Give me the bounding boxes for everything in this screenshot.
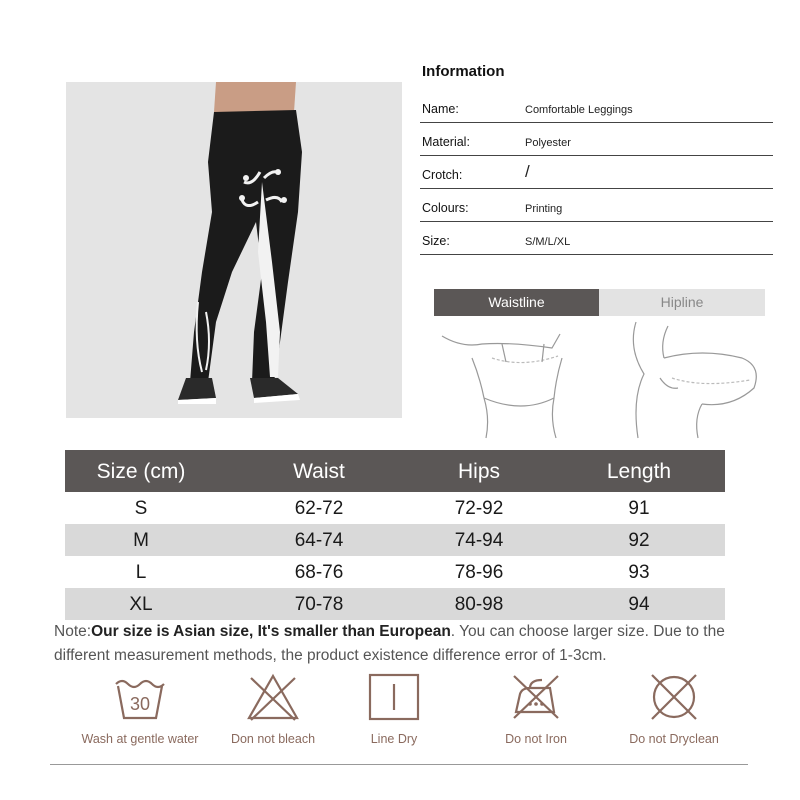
- info-value: /: [525, 162, 530, 181]
- cell-length: 94: [628, 594, 650, 615]
- cell-hips: 74-94: [454, 530, 504, 551]
- cell-hips: 80-98: [454, 594, 504, 615]
- info-label: Crotch:: [422, 168, 463, 182]
- info-row-name: [420, 90, 773, 123]
- note-prefix: Note:: [54, 623, 92, 640]
- care-label: Don not bleach: [230, 732, 316, 746]
- cell-length: 92: [628, 530, 650, 551]
- cell-size: L: [135, 562, 147, 583]
- cell-waist: 68-76: [294, 562, 344, 583]
- cell-hips: 78-96: [454, 562, 504, 583]
- cell-hips: 72-92: [454, 498, 504, 519]
- wash-30-icon: [112, 672, 168, 722]
- care-iron: [461, 672, 611, 746]
- info-value: Printing: [525, 203, 563, 215]
- no-iron-icon: [508, 672, 564, 722]
- info-title: Information: [422, 63, 505, 80]
- cell-size: M: [133, 530, 149, 551]
- tab-hipline[interactable]: Hipline: [599, 289, 765, 316]
- info-value: S/M/L/XL: [525, 236, 571, 248]
- info-row-material: [420, 123, 773, 156]
- info-label: Size:: [422, 234, 450, 248]
- size-table-header: [65, 450, 725, 492]
- care-label: Do not Dryclean: [629, 732, 719, 746]
- cell-length: 93: [628, 562, 650, 583]
- tab-waistline[interactable]: Waistline: [434, 289, 599, 316]
- cell-waist: 62-72: [294, 498, 344, 519]
- line-dry-icon: [366, 672, 422, 722]
- table-row: [65, 588, 725, 620]
- cell-length: 91: [628, 498, 650, 519]
- header-waist: Waist: [293, 460, 345, 483]
- cell-size: XL: [129, 594, 153, 615]
- info-value: Polyester: [525, 137, 571, 149]
- header-length: Length: [606, 460, 672, 483]
- note-rest: . You can choose larger size. Due to the different measurement methods, the product existence difference error of 1-3cm.: [54, 623, 725, 664]
- divider: [50, 764, 748, 765]
- care-label: Do not Iron: [505, 732, 567, 746]
- info-row-colours: [420, 189, 773, 222]
- cell-waist: 70-78: [294, 594, 344, 615]
- note-emphasis: Our size is Asian size, It's smaller than European: [91, 623, 451, 640]
- care-label: Line Dry: [370, 732, 418, 746]
- info-row-size: [420, 222, 773, 255]
- measurement-illustration: [432, 318, 768, 442]
- table-row: [65, 492, 725, 524]
- size-note: [54, 620, 774, 668]
- info-label: Colours:: [422, 201, 469, 215]
- product-photo: [66, 82, 402, 418]
- cell-size: S: [134, 498, 148, 519]
- table-row: [65, 556, 725, 588]
- size-chart-table: [65, 450, 725, 620]
- care-dry: [319, 672, 469, 746]
- header-size: Size (cm): [96, 460, 186, 483]
- no-dryclean-icon: [646, 672, 702, 722]
- info-label: Material:: [422, 135, 470, 149]
- no-bleach-icon: [245, 672, 301, 722]
- table-row: [65, 524, 725, 556]
- care-dryclean: [599, 672, 749, 746]
- wash-temp: 30: [129, 694, 151, 714]
- care-wash: [65, 672, 215, 746]
- info-label: Name:: [422, 102, 459, 116]
- info-value: Comfortable Leggings: [525, 104, 633, 116]
- care-label: Wash at gentle water: [81, 732, 199, 746]
- info-row-crotch: [420, 156, 773, 189]
- header-hips: Hips: [457, 460, 500, 483]
- cell-waist: 64-74: [294, 530, 344, 551]
